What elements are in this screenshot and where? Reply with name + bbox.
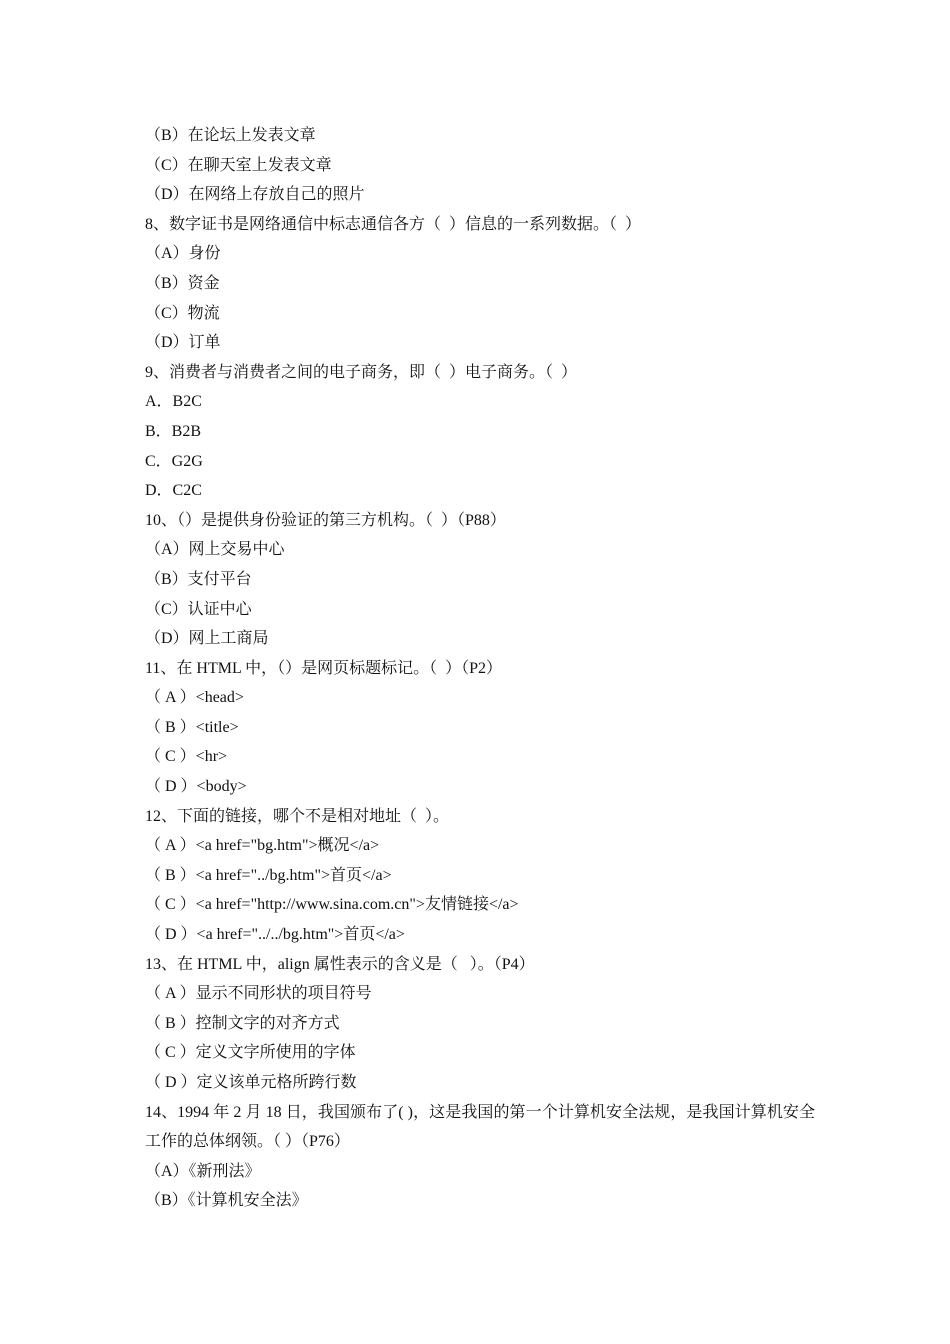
option-line: （B）在论坛上发表文章: [145, 127, 316, 144]
option-line: （ D ）定义该单元格所跨行数: [145, 1074, 357, 1091]
option-line: （ A ）<head>: [145, 689, 244, 707]
option-line: C．G2G: [145, 452, 203, 470]
option-line: （D）在网络上存放自己的照片: [145, 186, 365, 204]
option-line: （C）物流: [145, 304, 220, 322]
option-line: （ C ）<hr>: [145, 748, 228, 766]
option-line: （C）在聊天室上发表文章: [145, 156, 332, 174]
option-line: （B）资金: [145, 274, 220, 292]
option-line: （ A ）显示不同形状的项目符号: [145, 985, 372, 1003]
option-line: （B）支付平台: [145, 570, 252, 588]
question-line: 12、下面的链接，哪个不是相对地址（ ）。: [145, 807, 450, 825]
option-line: （ C ）<a href="http://www.sina.com.cn">友情链接</a>: [145, 896, 519, 914]
option-line: （A）《新刑法》: [145, 1162, 261, 1180]
option-line: （D）订单: [145, 334, 221, 352]
option-line: （D）网上工商局: [145, 630, 269, 648]
option-line: （ B ）控制文字的对齐方式: [145, 1014, 340, 1032]
option-line: （B）《计算机安全法》: [145, 1192, 308, 1210]
question-line: 13、在 HTML 中，align 属性表示的含义是（ ）。（P4）: [145, 955, 535, 973]
question-line: 9、消费者与消费者之间的电子商务，即（ ）电子商务。（ ）: [145, 363, 578, 381]
option-line: （ A ）<a href="bg.htm">概况</a>: [145, 837, 380, 855]
document-page: [145, 121, 815, 1216]
question-line: 10、（）是提供身份验证的第三方机构。（ ）（P88）: [145, 511, 506, 529]
option-line: B．B2B: [145, 422, 202, 440]
question-line: 14、1994 年 2 月 18 日，我国颁布了( )，这是我国的第一个计算机安全法规，是我国计算机安全工作的总体纲领。（ ）（P76）: [145, 1103, 815, 1151]
option-line: （ D ）<body>: [145, 778, 247, 796]
question-line: 11、在 HTML 中，（）是网页标题标记。（ ）（P2）: [145, 659, 503, 677]
question-line: 8、数字证书是网络通信中标志通信各方（ ）信息的一系列数据。（ ）: [145, 215, 642, 233]
option-line: （ C ）定义文字所使用的字体: [145, 1044, 356, 1062]
option-line: （ B ）<a href="../bg.htm">首页</a>: [145, 866, 392, 884]
option-line: A．B2C: [145, 393, 202, 411]
option-line: （C）认证中心: [145, 600, 252, 618]
option-line: D．C2C: [145, 482, 202, 500]
option-line: （ B ）<title>: [145, 718, 239, 736]
option-line: （A）网上交易中心: [145, 541, 285, 559]
option-line: （A）身份: [145, 245, 221, 263]
option-line: （ D ）<a href="../../bg.htm">首页</a>: [145, 926, 405, 944]
